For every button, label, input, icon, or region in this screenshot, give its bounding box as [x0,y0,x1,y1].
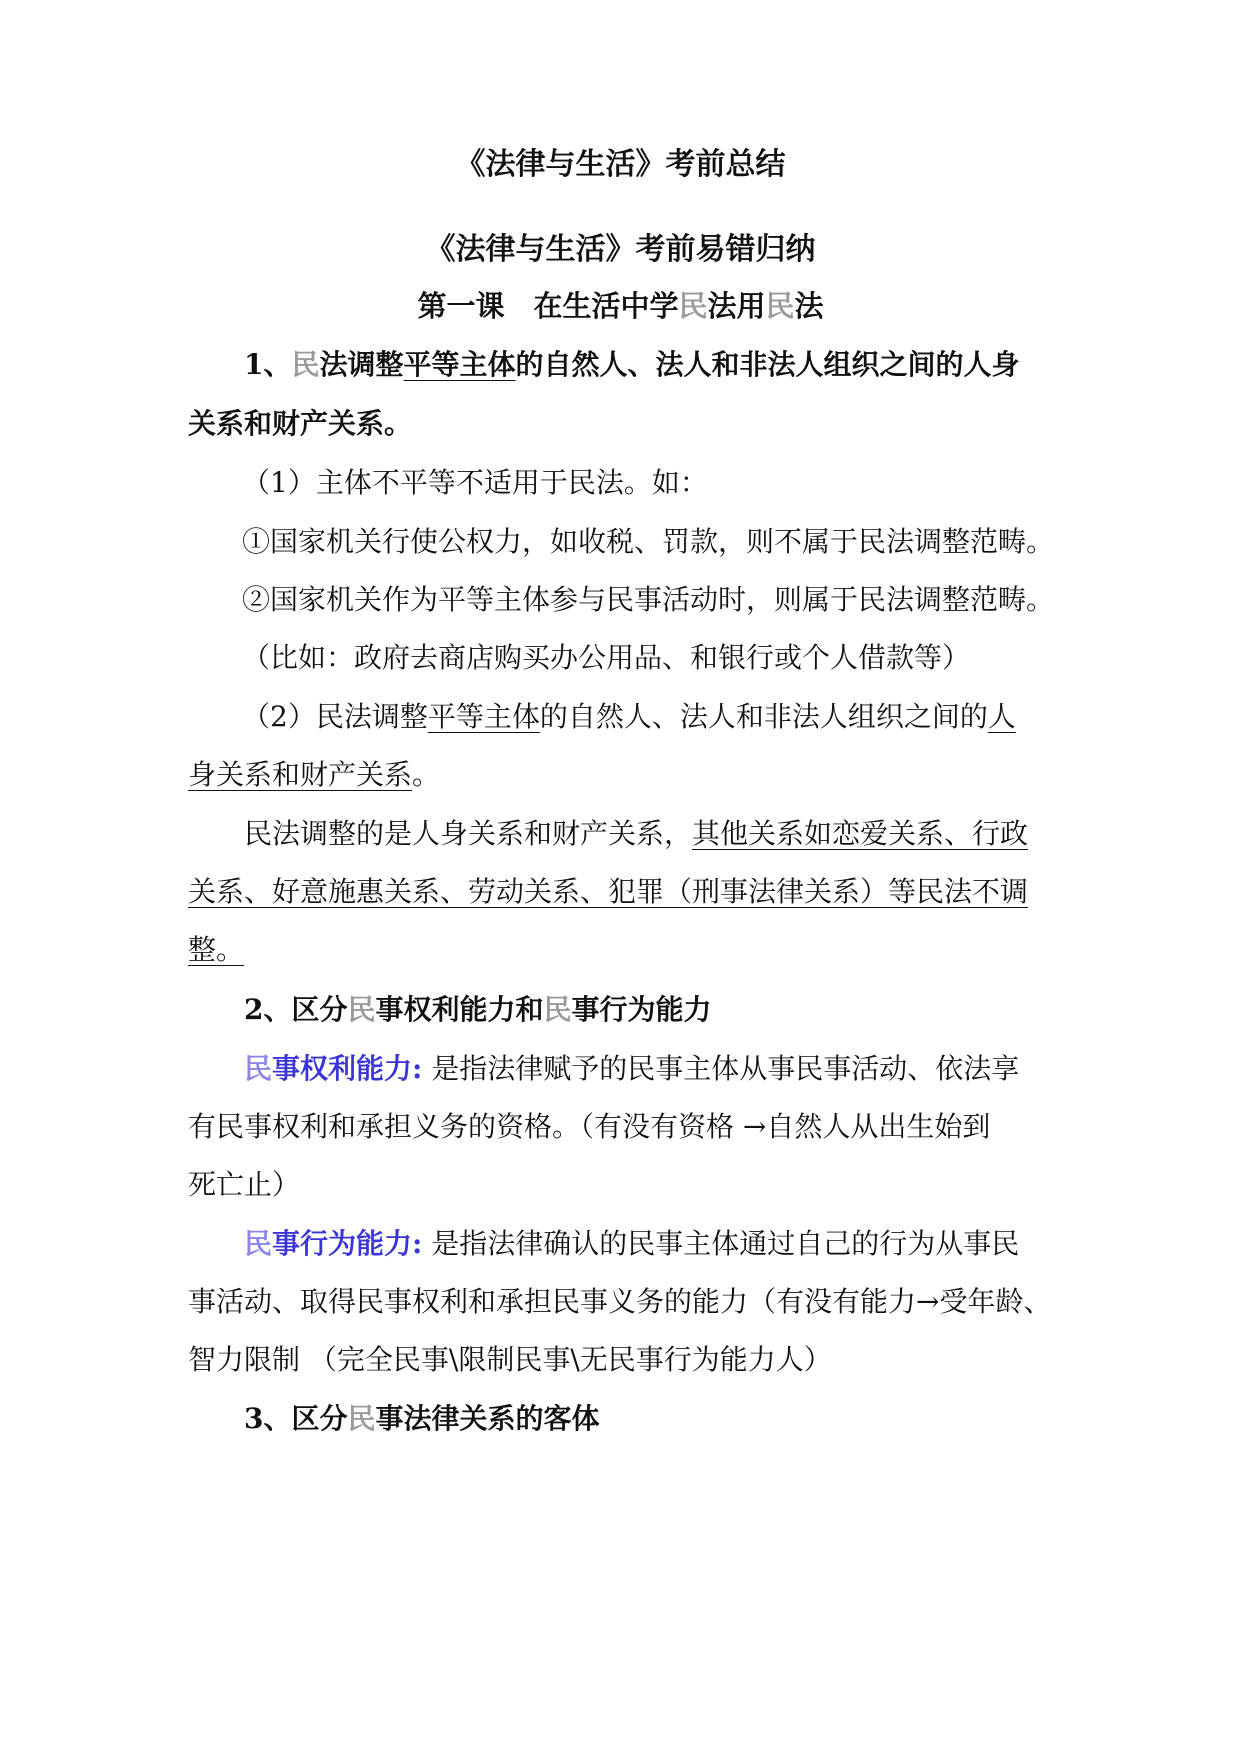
lesson-char-1: 民 [678,289,708,323]
paragraph-5-underline-1: 平等主体 [427,700,540,733]
paragraph-6-underline-1: 其他关系如恋爱关系、行政 [692,817,1029,850]
definition-1-term-text: 事权利能力 [272,1052,413,1085]
paragraph-6-line-3 [188,930,1058,970]
paragraph-5-text-a: （2）民法调整 [242,700,428,733]
doc-subtitle: 《法律与生活》考前易错归纳 [425,232,816,267]
paragraph-4: （比如：政府去商店购买办公用品、和银行或个人借款等） [242,641,971,674]
definition-2-term [244,1227,422,1260]
paragraph-5-line-1 [188,697,1112,737]
paragraph-5-text-b: 的自然人、法人和非法人组织之间的 [539,700,988,733]
definition-2-text: 是指法律确认的民事主体通过自己的行为从事民 [422,1227,1020,1260]
section-2-number: 2、区分 [244,993,348,1026]
section-1-char: 民 [291,348,320,381]
paragraph-5-line-2 [188,755,1058,795]
paragraph-2: ①国家机关行使公权力，如收税、罚款，则不属于民法调整范畴。 [242,525,1055,558]
lesson-char-2: 民 [765,289,795,323]
doc-title: 《法律与生活》考前总结 [455,147,786,182]
paragraph-5-end: 。 [412,758,441,791]
paragraph-5-underline-2: 人 [987,700,1016,733]
definition-2-line-3: 智力限制 （完全民事\限制民事\无民事行为能力人） [188,1343,832,1376]
lesson-prefix: 第一课 在生活中学 [417,289,679,323]
section-2-end: 事行为能力 [571,993,712,1026]
section-3-char: 民 [347,1402,376,1435]
lesson-mid: 法用 [707,289,766,323]
definition-1-line-2: 有民事权利和承担义务的资格。（有没有资格 →自然人从出生始到 [188,1110,991,1143]
section-3-end: 事法律关系的客体 [375,1402,600,1435]
section-2-mid: 事权利能力和 [375,993,544,1026]
lesson-heading [0,286,1241,326]
section-3-heading [188,1399,1114,1439]
paragraph-6-text-a: 民法调整的是人身关系和财产关系， [244,817,693,850]
paragraph-6-underline-3: 整。 [188,933,245,966]
lesson-suffix: 法 [794,289,824,323]
section-1-text-b: 的自然人、法人和非法人组织之间的人身 [515,348,1020,381]
paragraph-1: （1）主体不平等不适用于民法。如： [242,466,708,499]
definition-1-colon: : [412,1052,423,1085]
section-1-underlined: 平等主体 [403,348,516,381]
section-2-char-1: 民 [347,993,376,1026]
definition-1-text: 是指法律赋予的民事主体从事民事活动、依法享 [422,1052,1020,1085]
section-1-text-a: 法调整 [319,348,404,381]
section-1-number: 1、 [244,348,292,381]
definition-2-line-1 [188,1224,1114,1264]
section-1-line-1 [188,345,1114,385]
paragraph-3: ②国家机关作为平等主体参与民事活动时，则属于民法调整范畴。 [242,583,1055,616]
paragraph-6-line-1 [188,814,1114,854]
definition-2-term-text: 事行为能力 [272,1227,413,1260]
definition-1-line-3: 死亡止） [188,1168,301,1201]
section-3-number: 3、区分 [244,1402,348,1435]
definition-2-colon: : [412,1227,423,1260]
paragraph-5-underline-3: 身关系和财产关系 [188,758,413,791]
section-2-heading [188,990,1114,1030]
definition-2-line-2: 事活动、取得民事权利和承担民事义务的能力（有没有能力→受年龄、 [188,1285,1052,1318]
definition-1-char: 民 [244,1052,273,1085]
definition-2-char: 民 [244,1227,273,1260]
section-2-char-2: 民 [543,993,572,1026]
paragraph-6-line-2: 关系、好意施惠关系、劳动关系、犯罪（刑事法律关系）等民法不调 [188,875,1029,908]
definition-1-line-1 [188,1049,1114,1089]
section-1-line-2: 关系和财产关系。 [188,407,413,440]
definition-1-term [244,1052,422,1085]
